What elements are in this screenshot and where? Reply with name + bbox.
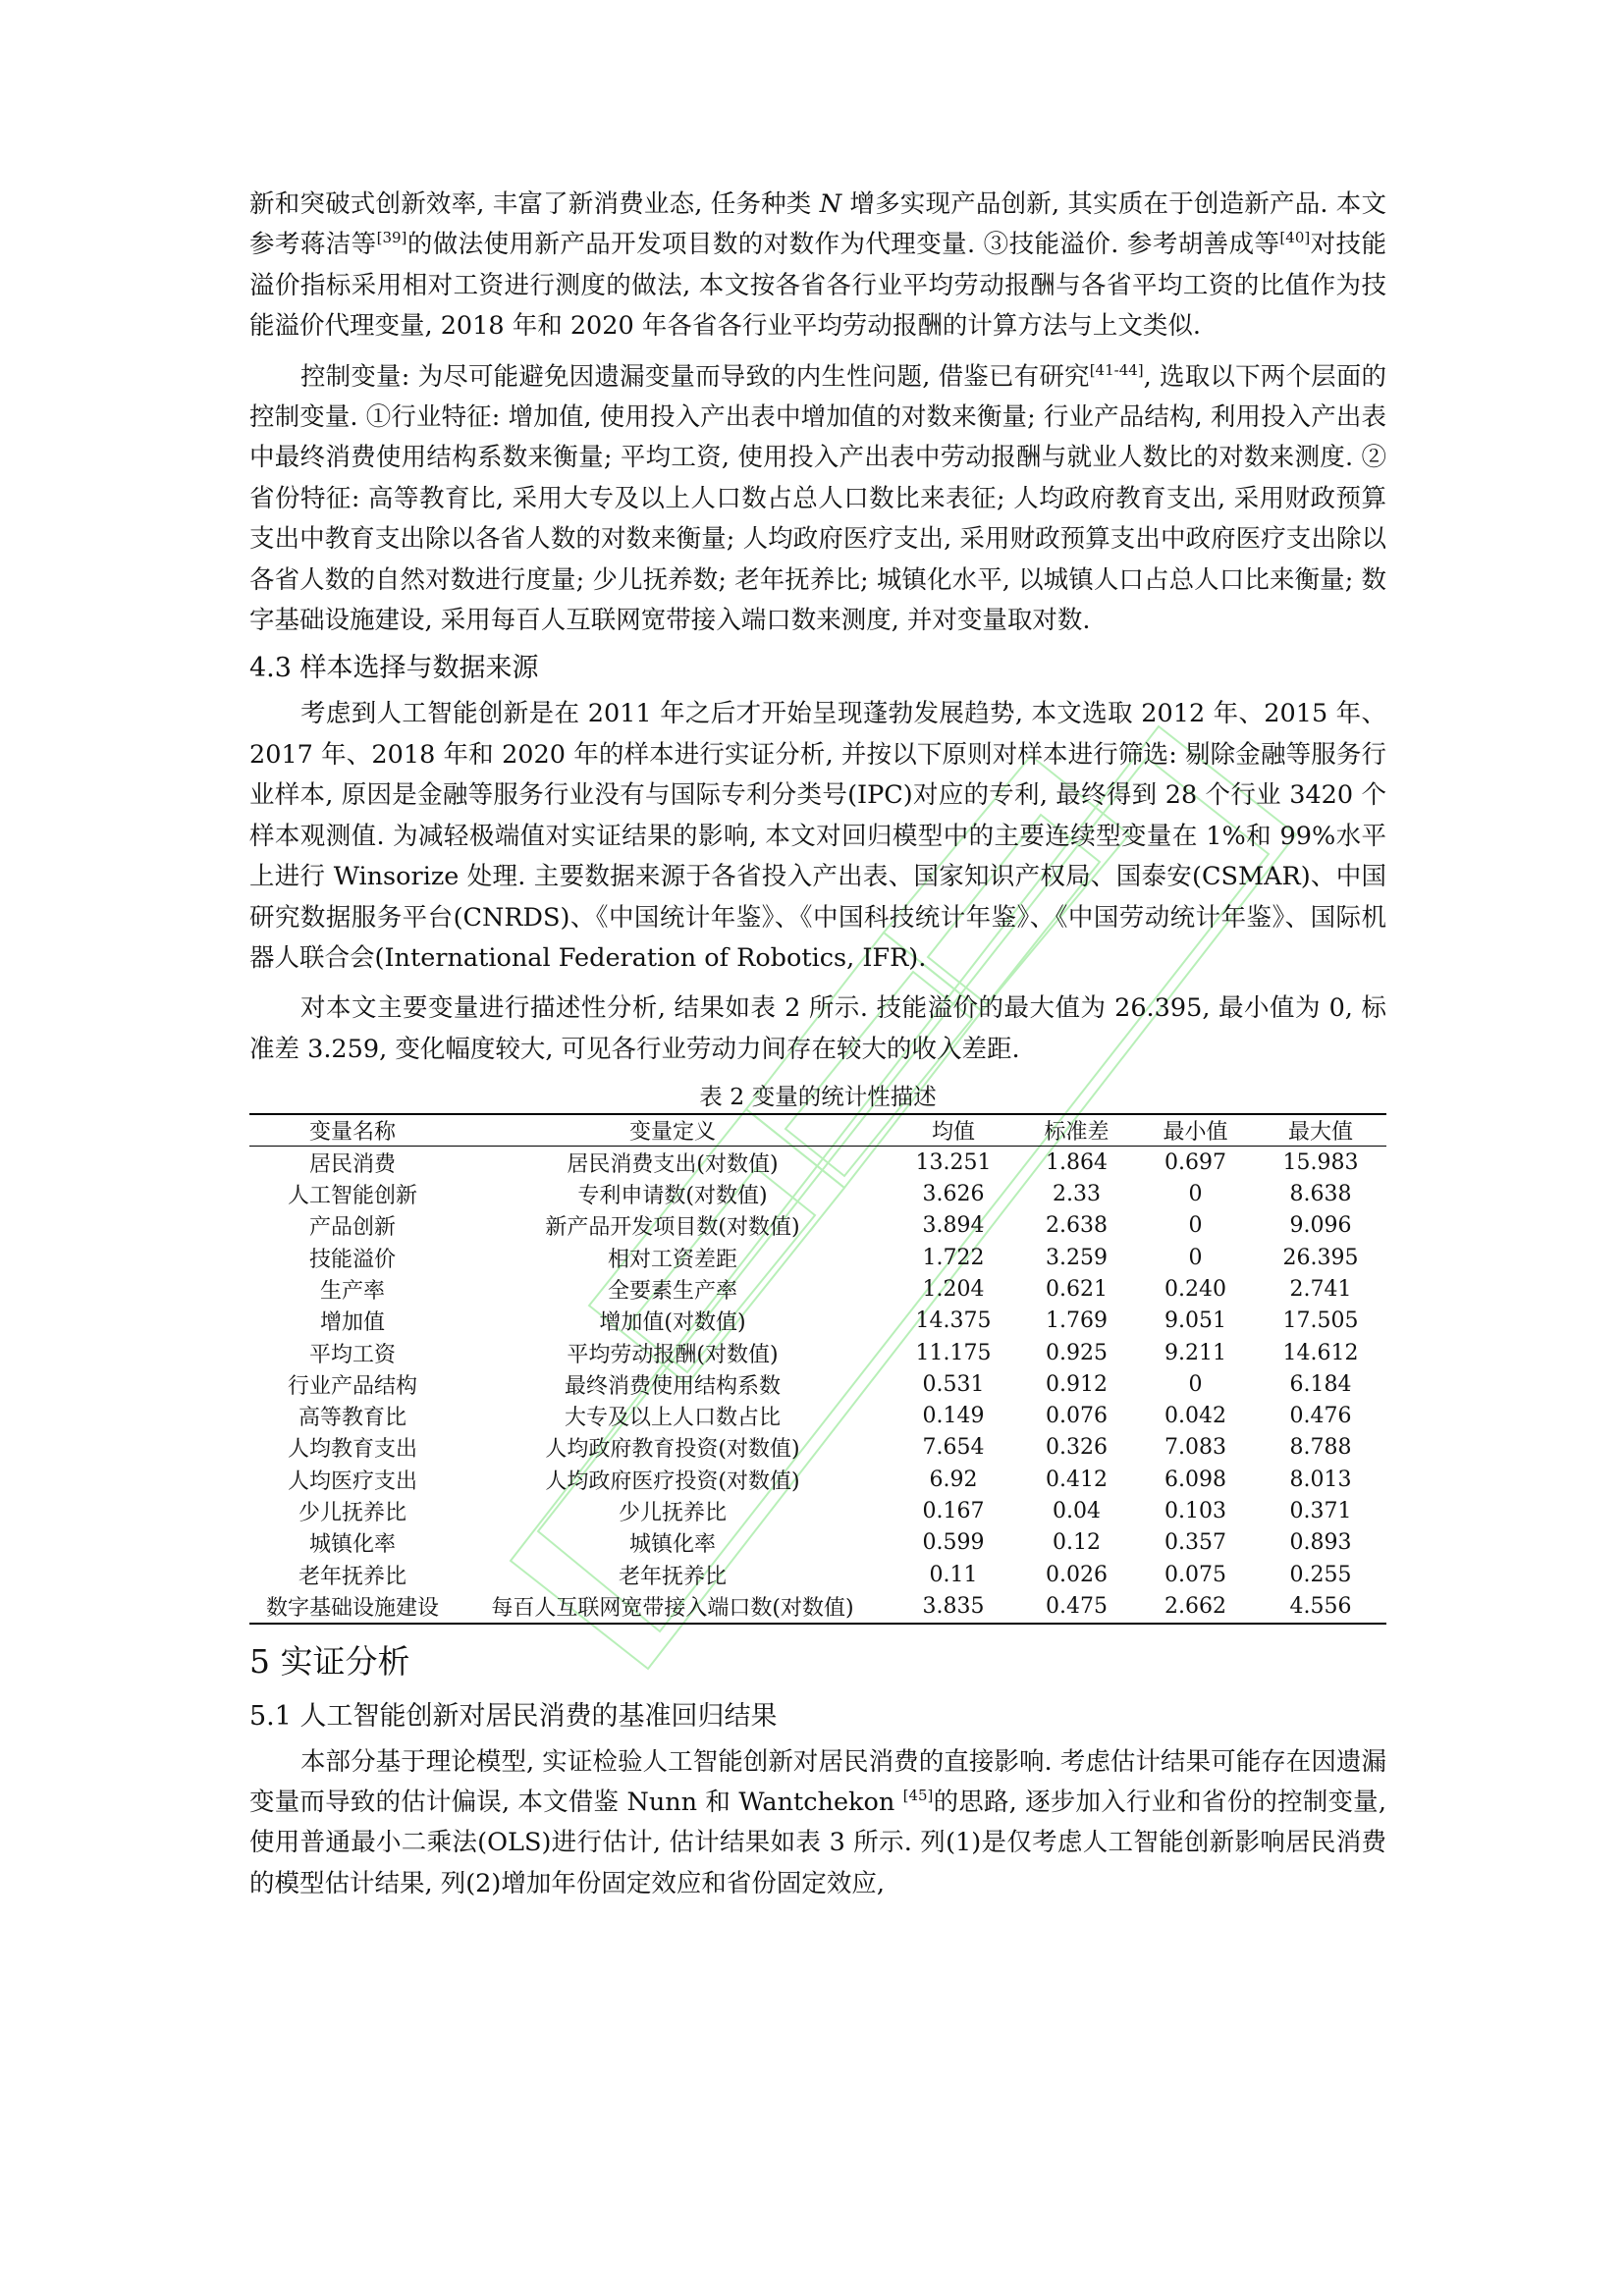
table-cell: 0.912 [1046, 1371, 1108, 1397]
table-cell: 17.505 [1282, 1308, 1359, 1334]
section-heading-5: 5 实证分析 [249, 1641, 410, 1681]
section-heading-5-1: 5.1 人工智能创新对居民消费的基准回归结果 [249, 1700, 778, 1732]
table-cell: 城镇化率 [628, 1532, 716, 1558]
table-cell: 数字基础设施建设 [265, 1595, 439, 1621]
table-cell: 行业产品结构 [287, 1373, 417, 1399]
table-row [249, 1464, 1386, 1495]
text-run: 的思路, 逐步加入行业和省份的控制变量, 使用普通最小二乘法(OLS)进行估计, 估计结果如表 3 所示. 列(1)是仅考虑人工智能创新影响居民消费的模型估计结果, 列(2)增加年份固定效应和省份固定效应, [249, 1787, 1386, 1898]
table-cell: 7.083 [1164, 1435, 1226, 1461]
table-body [249, 1147, 1386, 1624]
table-cell: 相对工资差距 [607, 1247, 737, 1272]
text-run: 增多实现产品创新, 其实质在于创造新产品. 本文参考蒋洁等 [249, 189, 1387, 260]
statistics-table [249, 1113, 1386, 1624]
table-header-cell: 最大值 [1255, 1114, 1386, 1147]
table-caption: 表 2 变量的统计性描述 [699, 1083, 937, 1111]
table-cell: 2.638 [1046, 1213, 1108, 1239]
table-row [249, 1147, 1386, 1179]
table-cell: 3.259 [1046, 1245, 1108, 1270]
table-cell: 0.11 [929, 1562, 978, 1587]
table-cell: 0.076 [1046, 1404, 1108, 1429]
table-cell: 0.075 [1164, 1562, 1226, 1587]
table-cell: 6.92 [929, 1467, 978, 1492]
table-cell: 2.662 [1164, 1593, 1226, 1619]
text-run: 的做法使用新产品开发项目数的对数作为代理变量. ③技能溢价. 参考胡善成等 [406, 230, 1280, 260]
table-cell: 最终消费使用结构系数 [564, 1373, 781, 1399]
math-var-n: N [819, 189, 842, 219]
table-cell: 8.788 [1289, 1435, 1352, 1461]
table-header-cell: 均值 [890, 1114, 1017, 1147]
table-row [249, 1559, 1386, 1590]
table-cell: 大专及以上人口数占比 [564, 1406, 781, 1431]
table-cell: 人均医疗支出 [287, 1468, 417, 1494]
table-cell: 0.326 [1046, 1435, 1108, 1461]
paragraph-1 [249, 185, 1386, 347]
table-cell: 6.098 [1164, 1467, 1226, 1492]
table-row [249, 1432, 1386, 1464]
table-cell: 2.33 [1053, 1182, 1101, 1207]
table-cell: 0.531 [922, 1371, 985, 1397]
table-cell: 0.357 [1164, 1530, 1226, 1556]
table-cell: 全要素生产率 [607, 1278, 737, 1304]
paragraph-control-variables [249, 357, 1386, 642]
table-row [249, 1495, 1386, 1526]
table-cell: 人均政府教育投资(对数值) [545, 1437, 800, 1463]
table-cell: 新产品开发项目数(对数值) [545, 1215, 800, 1241]
table-row [249, 1178, 1386, 1209]
table-cell: 人工智能创新 [287, 1184, 417, 1209]
table-row [249, 1527, 1386, 1559]
table-cell: 平均工资 [308, 1342, 396, 1367]
table-cell: 技能溢价 [308, 1247, 396, 1272]
table-row [249, 1590, 1386, 1623]
table-cell: 1.864 [1046, 1149, 1108, 1175]
table-cell: 3.835 [922, 1593, 985, 1619]
table-cell: 0.240 [1164, 1276, 1226, 1302]
table-cell: 9.051 [1164, 1308, 1226, 1334]
table-row [249, 1337, 1386, 1368]
table-cell: 居民消费 [308, 1151, 396, 1177]
table-cell: 11.175 [915, 1340, 992, 1365]
table-cell: 增加值(对数值) [599, 1310, 746, 1336]
table-header-cell: 最小值 [1136, 1114, 1255, 1147]
table-cell: 专利申请数(对数值) [577, 1184, 768, 1209]
table-cell: 0.925 [1046, 1340, 1108, 1365]
table-cell: 0 [1188, 1182, 1203, 1207]
table-cell: 2.741 [1289, 1276, 1352, 1302]
table-row [249, 1210, 1386, 1242]
table-row [249, 1273, 1386, 1305]
table-cell: 人均政府医疗投资(对数值) [545, 1468, 800, 1494]
table-cell: 0.697 [1164, 1149, 1226, 1175]
table-cell: 0 [1188, 1245, 1203, 1270]
table-row [249, 1306, 1386, 1337]
table-cell: 产品创新 [308, 1215, 396, 1241]
table-cell: 6.184 [1289, 1371, 1352, 1397]
table-cell: 15.983 [1282, 1149, 1359, 1175]
table-cell: 3.894 [922, 1213, 985, 1239]
table-cell: 0.12 [1053, 1530, 1101, 1556]
citation-ref: [40] [1279, 229, 1311, 247]
table-header-cell: 变量名称 [249, 1114, 456, 1147]
table-cell: 0.475 [1046, 1593, 1108, 1619]
table-cell: 老年抚养比 [618, 1564, 727, 1589]
table-cell: 0.103 [1164, 1499, 1226, 1524]
table-header-cell: 标准差 [1017, 1114, 1136, 1147]
table-cell: 14.612 [1282, 1340, 1359, 1365]
section-heading-4-3: 4.3 样本选择与数据来源 [249, 653, 539, 684]
citation-ref: [41-44] [1089, 360, 1144, 379]
text-run: 控制变量: 为尽可能避免因遗漏变量而导致的内生性问题, 借鉴已有研究 [300, 361, 1090, 392]
table-cell: 生产率 [319, 1278, 385, 1304]
paragraph-descriptive: 对本文主要变量进行描述性分析, 结果如表 2 所示. 技能溢价的最大值为 26.395, 最小值为 0, 标准差 3.259, 变化幅度较大, 可见各行业劳动力间存在较大的收入差距. [249, 993, 1386, 1064]
table-cell: 城镇化率 [308, 1532, 396, 1558]
text-run: 对技能溢价指标采用相对工资进行测度的做法, 本文按各省各行业平均劳动报酬与各省平均工资的比值作为技能溢价代理变量, 2018 年和 2020 年各省各行业平均劳动报酬的计算方法与上文类似. [249, 230, 1386, 342]
table-cell: 8.638 [1289, 1182, 1352, 1207]
table-cell: 0.255 [1289, 1562, 1352, 1587]
citation-ref: [45] [902, 1786, 934, 1804]
table-row [249, 1242, 1386, 1273]
table-cell: 1.722 [922, 1245, 985, 1270]
table-row [249, 1401, 1386, 1432]
table-cell: 1.769 [1046, 1308, 1108, 1334]
table-cell: 增加值 [319, 1310, 385, 1336]
table-cell: 1.204 [922, 1276, 985, 1302]
table-cell: 0.04 [1053, 1499, 1101, 1524]
table-cell: 0.412 [1046, 1467, 1108, 1492]
text-run: , 选取以下两个层面的控制变量. ①行业特征: 增加值, 使用投入产出表中增加值的对数来衡量; 行业产品结构, 利用投入产出表中最终消费使用结构系数来衡量; 平均工资, 使用投入产出表中劳动报酬与就业人数比的对数来测度. ②省份特征: 高等教育比, 采用大专及以上人口数占总人口数比来表征; 人均政府教育支出, 采用财政预算支出中教育支出除以各省人数的对数来衡量; 人均政府医疗支出, 采用财政预算支出中政府医疗支出除以各省人数的自然对数进行度量; 少儿抚养数; 老年抚养比; 城镇化水平, 以城镇人口占总人口比来衡量; 数字基础设施建设, 采用每百人互联网宽带接入端口数来测度, 并对变量取对数. [249, 361, 1386, 636]
table-cell: 14.375 [915, 1308, 992, 1334]
table-cell: 7.654 [922, 1435, 985, 1461]
table-header-row [249, 1114, 1386, 1147]
table-header-cell: 变量定义 [456, 1114, 890, 1147]
table-cell: 居民消费支出(对数值) [567, 1151, 779, 1177]
paragraph-sample-selection: 考虑到人工智能创新是在 2011 年之后才开始呈现蓬勃发展趋势, 本文选取 2012 年、2015 年、2017 年、2018 年和 2020 年的样本进行实证分析, 并按以下原则对样本进行筛选: 剔除金融等服务行业样本, 原因是金融等服务行业没有与国际专利分类号(IPC)对应的专利, 最终得到 28 个行业 3420 个样本观测值. 为减轻极端值对实证结果的影响, 本文对回归模型中的主要连续型变量在 1%和 99%水平上进行 Winsorize 处理. 主要数据来源于各省投入产出表、国家知识产权局、国泰安(CSMAR)、中国研究数据服务平台(CNRDS)、《中国统计年鉴》、《中国科技统计年鉴》、《中国劳动统计年鉴》、国际机器人联合会(International Federation of Robotics, IFR). [249, 699, 1386, 973]
table-cell: 平均劳动报酬(对数值) [567, 1342, 779, 1367]
table-cell: 26.395 [1282, 1245, 1359, 1270]
table-cell: 0.893 [1289, 1530, 1352, 1556]
paragraph-baseline-regression [249, 1742, 1386, 1905]
table-cell: 高等教育比 [298, 1406, 406, 1431]
table-cell: 0.371 [1289, 1499, 1352, 1524]
table-cell: 老年抚养比 [298, 1564, 406, 1589]
table-cell: 0.042 [1164, 1404, 1226, 1429]
table-cell: 0.026 [1046, 1562, 1108, 1587]
table-cell: 9.096 [1289, 1213, 1352, 1239]
table-cell: 9.211 [1164, 1340, 1226, 1365]
table-cell: 0.149 [922, 1404, 985, 1429]
paper-page [249, 185, 1386, 1904]
table-cell: 0 [1188, 1371, 1203, 1397]
table-cell: 0.476 [1289, 1404, 1352, 1429]
table-cell: 少儿抚养比 [618, 1501, 727, 1526]
table-cell: 13.251 [915, 1149, 992, 1175]
text-run: 本部分基于理论模型, 实证检验人工智能创新对居民消费的直接影响. 考虑估计结果可能存在因遗漏变量而导致的估计偏误, 本文借鉴 Nunn 和 Wantchekon [249, 1746, 1386, 1817]
table-cell: 8.013 [1289, 1467, 1352, 1492]
text-run: 新和突破式创新效率, 丰富了新消费业态, 任务种类 [249, 189, 820, 219]
table-cell: 3.626 [922, 1182, 985, 1207]
table-cell: 0.599 [922, 1530, 985, 1556]
table-cell: 少儿抚养比 [298, 1501, 406, 1526]
table-row [249, 1368, 1386, 1400]
citation-ref: [39] [376, 229, 407, 247]
table-cell: 每百人互联网宽带接入端口数(对数值) [491, 1595, 854, 1621]
table-cell: 0 [1188, 1213, 1203, 1239]
table-cell: 人均教育支出 [287, 1437, 417, 1463]
table-cell: 4.556 [1289, 1593, 1352, 1619]
table-cell: 0.167 [922, 1499, 985, 1524]
table-cell: 0.621 [1046, 1276, 1108, 1302]
